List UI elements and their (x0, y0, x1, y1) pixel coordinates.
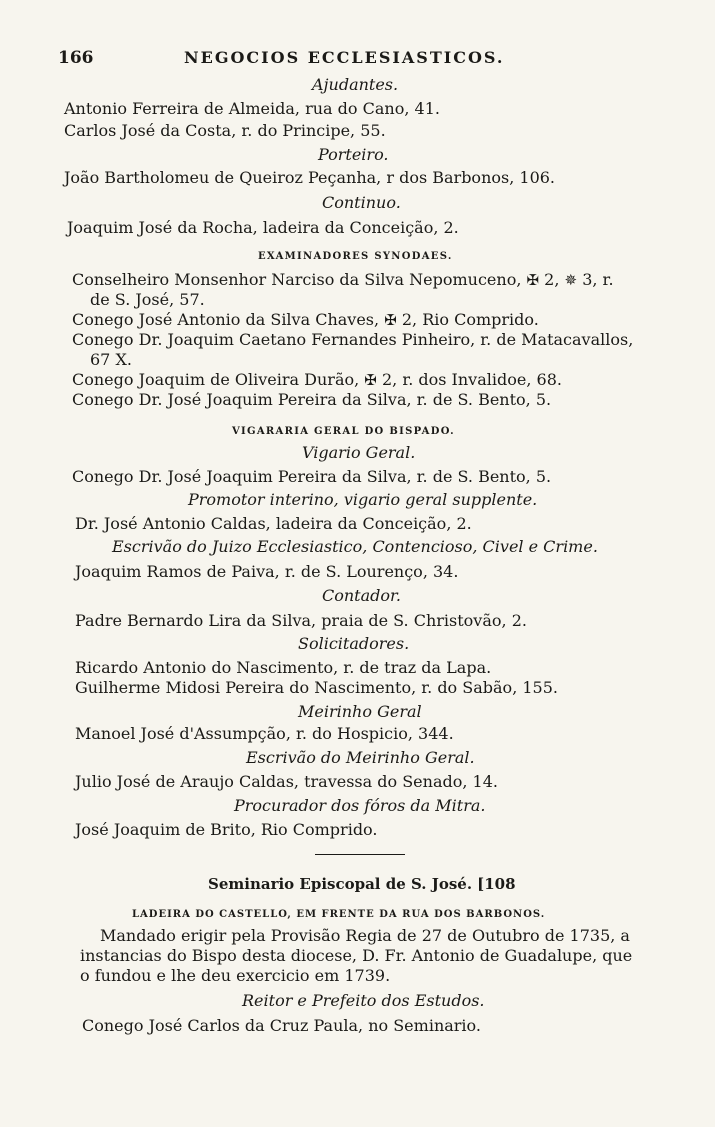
seminario-text-line-2: instancias do Bispo desta diocese, D. Fr. Antonio de Guadalupe, que (80, 946, 633, 965)
entry-text: Conego Joaquim de Oliveira Durão, (72, 370, 360, 389)
porteiro-entry: João Bartholomeu de Queiroz Peçanha, r dos Barbonos, 106. (64, 168, 556, 187)
examinadores-entry-4 (72, 370, 562, 390)
entry-text: Conego José Antonio da Silva Chaves, (72, 310, 380, 329)
entry-text: Conselheiro Monsenhor Narciso da Silva Nepomuceno, (72, 270, 522, 289)
seminario-ref: [108 (477, 875, 516, 893)
continuo-heading: Continuo. (322, 193, 401, 212)
procurador-entry: José Joaquim de Brito, Rio Comprido. (75, 820, 378, 839)
solicitadores-heading: Solicitadores. (298, 634, 410, 653)
star-order-icon: ✵ (564, 271, 578, 289)
vigararia-heading: VIGARARIA GERAL DO BISPADO. (232, 426, 455, 437)
cross-order-icon: ✠ (384, 311, 397, 329)
meirinho-entry: Manoel José d'Assumpção, r. do Hospicio, 344. (75, 724, 454, 743)
vigario-entry: Conego Dr. José Joaquim Pereira da Silva, r. de S. Bento, 5. (72, 467, 552, 486)
escrivao-entry: Joaquim Ramos de Paiva, r. de S. Lourenço, 34. (75, 562, 459, 581)
seminario-heading: Seminario Episcopal de S. José. (208, 875, 473, 893)
promotor-heading: Promotor interino, vigario geral supplente. (188, 490, 538, 509)
examinadores-entry-5: Conego Dr. José Joaquim Pereira da Silva, r. de S. Bento, 5. (72, 390, 552, 409)
escrivao-meirinho-heading: Escrivão do Meirinho Geral. (246, 748, 475, 767)
seminario-title (208, 874, 516, 894)
examinadores-entry-3: Conego Dr. Joaquim Caetano Fernandes Pinheiro, r. de Matacavallos, (72, 330, 634, 349)
ajudantes-heading: Ajudantes. (312, 75, 399, 94)
solicitador-entry-2: Guilherme Midosi Pereira do Nascimento, r. do Sabão, 155. (75, 678, 558, 697)
cross-order-icon: ✠ (526, 271, 540, 289)
meirinho-heading: Meirinho Geral (298, 702, 422, 721)
contador-heading: Contador. (322, 586, 401, 605)
examinadores-entry-1 (72, 270, 614, 290)
procurador-heading: Procurador dos fóros da Mitra. (234, 796, 486, 815)
ajudantes-entry-1: Antonio Ferreira de Almeida, rua do Cano, 41. (64, 99, 440, 118)
reitor-heading: Reitor e Prefeito dos Estudos. (242, 991, 485, 1010)
examinadores-heading: EXAMINADORES SYNODAES. (258, 251, 453, 262)
cross-order-icon: ✠ (364, 371, 377, 389)
solicitador-entry-1: Ricardo Antonio do Nascimento, r. de traz da Lapa. (75, 658, 492, 677)
reitor-entry: Conego José Carlos da Cruz Paula, no Seminario. (82, 1016, 481, 1035)
examinadores-entry-2 (72, 310, 539, 330)
escrivao-meirinho-entry: Julio José de Araujo Caldas, travessa do Senado, 14. (75, 772, 498, 791)
promotor-entry: Dr. José Antonio Caldas, ladeira da Conceição, 2. (75, 514, 472, 533)
examinadores-entry-3-cont: 67 X. (90, 350, 132, 369)
page-number: 166 (58, 48, 94, 68)
running-title: NEGOCIOS ECCLESIASTICOS. (184, 48, 505, 67)
continuo-entry: Joaquim José da Rocha, ladeira da Conceição, 2. (67, 218, 459, 237)
page-header (58, 46, 658, 72)
porteiro-heading: Porteiro. (318, 145, 389, 164)
ajudantes-entry-2: Carlos José da Costa, r. do Principe, 55. (64, 121, 386, 140)
seminario-text-line-1: Mandado erigir pela Provisão Regia de 27 de Outubro de 1735, a (100, 926, 630, 945)
examinadores-entry-1-cont: de S. José, 57. (90, 290, 205, 309)
entry-text: 2, r. dos Invalidoe, 68. (381, 370, 562, 389)
entry-text: 3, r. (582, 270, 614, 289)
escrivao-heading: Escrivão do Juizo Ecclesiastico, Contencioso, Civel e Crime. (112, 537, 598, 556)
section-divider (315, 854, 405, 855)
entry-text: 2, (544, 270, 560, 289)
entry-text: 2, Rio Comprido. (401, 310, 539, 329)
vigario-heading: Vigario Geral. (302, 443, 416, 462)
seminario-address: LADEIRA DO CASTELLO, EM FRENTE DA RUA DOS BARBONOS. (132, 909, 546, 920)
seminario-text-line-3: o fundou e lhe deu exercicio em 1739. (80, 966, 391, 985)
contador-entry: Padre Bernardo Lira da Silva, praia de S. Christovão, 2. (75, 611, 527, 630)
